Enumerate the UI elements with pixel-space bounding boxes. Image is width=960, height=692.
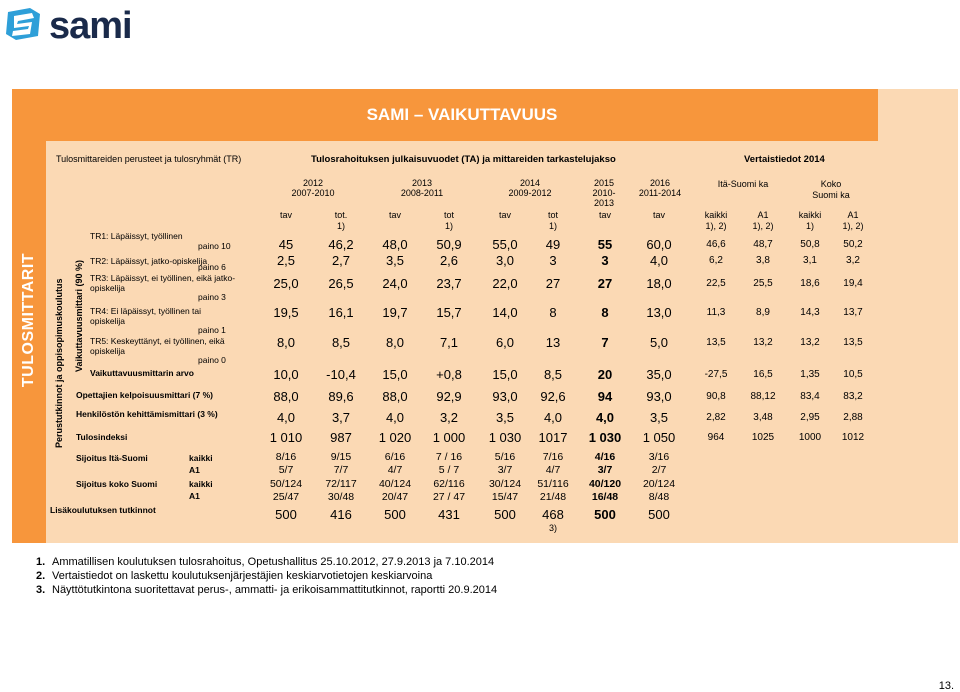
cell-tulosindeksi-v0: 1 010 <box>269 430 303 445</box>
cell-henkilosto-v1: 3,7 <box>331 410 351 425</box>
cell-sijoitus-koko-a1-v5: 21/48 <box>539 491 567 503</box>
cell-tr3-v5: 27 <box>545 276 561 291</box>
cell-lisakoulutus-v4: 500 <box>494 507 516 522</box>
vert-label-perusopetus: Perustutkinnot ja oppisopimuskoulutus <box>54 278 64 448</box>
cell-tr4-v4: 14,0 <box>492 305 518 320</box>
cell-sijoitus-koko-kaikki-v2: 40/124 <box>378 478 412 490</box>
cell-opettajat-v0: 88,0 <box>273 389 299 404</box>
tr-weight-1: paino 10 <box>198 241 231 251</box>
cell-tr4-v7: 13,0 <box>646 305 672 320</box>
subheader-tot: tot 1) <box>547 210 558 231</box>
cell-sijoitus-ita-a1-v2: 4/7 <box>387 464 403 476</box>
cell-sijoitus-ita-a1-v5: 4/7 <box>545 464 561 476</box>
cell-tr1-v3: 50,9 <box>436 237 462 252</box>
cell-tulosindeksi-v6: 1 030 <box>588 430 622 445</box>
cell-tulosindeksi-v7: 1 050 <box>642 430 676 445</box>
cell-henkilosto-v3: 3,2 <box>439 410 459 425</box>
cell-tr1-v4: 55,0 <box>492 237 518 252</box>
cell-sijoitus-koko-a1-v7: 8/48 <box>648 491 670 503</box>
page-title: SAMI – VAIKUTTAVUUS <box>366 105 558 124</box>
cell-sijoitus-koko-a1-v2: 20/47 <box>381 491 409 503</box>
cell-tr3-cmp3: 19,4 <box>843 278 863 289</box>
footnote-text-2: Vertaistiedot on laskettu koulutuksenjärjestäjien keskiarvotietojen keskiarvoina <box>52 570 433 582</box>
cell-henkilosto-v6: 4,0 <box>595 410 615 425</box>
cell-tr2-v1: 2,7 <box>331 253 351 268</box>
cell-tr5-cmp3: 13,5 <box>843 337 863 348</box>
cell-tr4-cmp2: 14,3 <box>800 307 820 318</box>
row-label-sijoitus-koko: Sijoitus koko Suomi <box>76 479 158 489</box>
subheader-kaikki1: kaikki 1) <box>798 210 822 231</box>
cell-sijoitus-ita-a1-v6: 3/7 <box>597 464 613 476</box>
cell-opettajat-v4: 93,0 <box>492 389 518 404</box>
cell-sijoitus-koko-a1-v3: 27 / 47 <box>432 491 466 503</box>
cell-tr5-v6: 7 <box>601 335 609 350</box>
row-label-tulosindeksi: Tulosindeksi <box>76 432 128 442</box>
row-label-sijoitus-koko-a1: A1 <box>189 491 200 501</box>
cell-tr1-cmp2: 50,8 <box>800 239 820 250</box>
cell-opettajat-v3: 92,9 <box>436 389 462 404</box>
side-label-text: TULOSMITTARIT <box>20 252 37 388</box>
cell-tr2-v3: 2,6 <box>439 253 459 268</box>
cell-tr5-v4: 6,0 <box>495 335 515 350</box>
tr-weight-3: paino 3 <box>198 292 226 302</box>
cell-opettajat-v6: 94 <box>597 389 613 404</box>
footnote-num-2: 2. <box>36 570 46 582</box>
col-label-perusteet: Tulosmittareiden perusteet ja tulosryhmät (TR) <box>56 154 242 164</box>
cell-tr4-v1: 16,1 <box>328 305 354 320</box>
subheader-a1-1: A1 1), 2) <box>842 210 864 231</box>
year-label: 2014 <box>519 178 541 188</box>
cell-tr2-v6: 3 <box>601 253 609 268</box>
cell-sijoitus-ita-kaikki-v3: 7 / 16 <box>435 451 463 463</box>
cell-tr2-v2: 3,5 <box>385 253 405 268</box>
vert-group-koko: Koko Suomi ka <box>812 179 850 200</box>
cell-lisakoulutus-v3: 431 <box>438 507 460 522</box>
cell-tulosindeksi-v4: 1 030 <box>488 430 522 445</box>
cell-sijoitus-koko-kaikki-v6: 40/120 <box>588 478 622 490</box>
cell-sijoitus-ita-kaikki-v0: 8/16 <box>275 451 297 463</box>
cell-sijoitus-koko-a1-v0: 25/47 <box>272 491 300 503</box>
cell-tulosindeksi-cmp3: 1012 <box>841 432 865 443</box>
cell-tulosindeksi-cmp0: 964 <box>707 432 725 443</box>
cell-sijoitus-ita-a1-v0: 5/7 <box>278 464 294 476</box>
cell-tr5-v1: 8,5 <box>331 335 351 350</box>
cell-opettajat-cmp1: 88,12 <box>750 391 776 402</box>
side-label <box>12 240 46 400</box>
cell-henkilosto-v5: 4,0 <box>543 410 563 425</box>
cell-henkilosto-cmp2: 2,95 <box>800 412 820 423</box>
sami-logo-icon <box>4 6 44 42</box>
cell-tr5-v0: 8,0 <box>276 335 296 350</box>
cell-opettajat-cmp2: 83,4 <box>800 391 820 402</box>
row-label-sijoitus-ita-kaikki: kaikki <box>189 453 213 463</box>
cell-tr2-v0: 2,5 <box>276 253 296 268</box>
tr-label-2: TR2: Läpäissyt, jatko-opiskelija <box>90 256 208 266</box>
subheader-kaikki12: kaikki 1), 2) <box>704 210 728 231</box>
cell-arvo-v3: +0,8 <box>436 367 462 382</box>
tr-label-4: TR4: Ei läpäissyt, työllinen tai opiskelija <box>90 306 202 326</box>
cell-sijoitus-ita-a1-v1: 7/7 <box>333 464 349 476</box>
cell-sijoitus-ita-a1-v7: 2/7 <box>651 464 667 476</box>
footnote-text-1: Ammatillisen koulutuksen tulosrahoitus, Opetushallitus 25.10.2012, 27.9.2013 ja 7.10.2014 <box>52 556 495 568</box>
vert-label-vaikuttavuus: Vaikuttavuusmittari (90 %) <box>74 259 84 372</box>
tr-label-5: TR5: Keskeyttänyt, ei työllinen, eikä opiskelija <box>90 336 225 356</box>
tr-weight-2: paino 6 <box>198 262 226 272</box>
cell-sijoitus-ita-a1-v4: 3/7 <box>497 464 513 476</box>
year-period: 2010- 2013 <box>592 188 616 208</box>
cell-sijoitus-koko-a1-v1: 30/48 <box>327 491 355 503</box>
cell-arvo-v4: 15,0 <box>492 367 518 382</box>
cell-sijoitus-koko-kaikki-v4: 30/124 <box>488 478 522 490</box>
cell-sijoitus-ita-kaikki-v2: 6/16 <box>384 451 406 463</box>
cell-tr3-cmp0: 22,5 <box>706 278 726 289</box>
cell-opettajat-v5: 92,6 <box>540 389 566 404</box>
cell-tr1-v0: 45 <box>278 237 294 252</box>
cell-tulosindeksi-v1: 987 <box>330 430 352 445</box>
cell-tr3-v4: 22,0 <box>492 276 518 291</box>
cell-arvo-v2: 15,0 <box>382 367 408 382</box>
cell-tr2-cmp2: 3,1 <box>803 255 817 266</box>
cell-sijoitus-ita-kaikki-v6: 4/16 <box>594 451 616 463</box>
cell-henkilosto-v2: 4,0 <box>385 410 405 425</box>
cell-arvo-cmp0: -27,5 <box>704 369 728 380</box>
subheader-a1-12: A1 1), 2) <box>752 210 774 231</box>
cell-tr5-v7: 5,0 <box>649 335 669 350</box>
cell-tr4-v6: 8 <box>601 305 609 320</box>
cell-lisakoulutus-v6: 500 <box>594 507 616 522</box>
subheader-tav: tav <box>279 210 292 220</box>
cell-tulosindeksi-cmp2: 1000 <box>798 432 822 443</box>
cell-tr2-cmp1: 3,8 <box>756 255 770 266</box>
cell-henkilosto-cmp0: 2,82 <box>706 412 726 423</box>
cell-lisakoulutus-v2: 500 <box>384 507 406 522</box>
cell-tr5-cmp0: 13,5 <box>706 337 726 348</box>
footnote-num-1: 1. <box>36 556 46 568</box>
cell-tulosindeksi-cmp1: 1025 <box>751 432 775 443</box>
col-label-rahoitus: Tulosrahoituksen julkaisuvuodet (TA) ja mittareiden tarkastelujakso <box>311 154 616 165</box>
tr-weight-5: paino 0 <box>198 355 226 365</box>
cell-tr1-cmp3: 50,2 <box>843 239 863 250</box>
cell-sijoitus-ita-kaikki-v5: 7/16 <box>542 451 564 463</box>
cell-sijoitus-koko-kaikki-v5: 51/116 <box>537 478 569 490</box>
cell-tr3-v7: 18,0 <box>646 276 672 291</box>
cell-tr3-cmp2: 18,6 <box>800 278 820 289</box>
cell-tr5-v5: 13 <box>545 335 561 350</box>
cell-tr4-v5: 8 <box>549 305 557 320</box>
cell-tr5-v2: 8,0 <box>385 335 405 350</box>
cell-lisakoulutus-v0: 500 <box>275 507 297 522</box>
cell-sijoitus-koko-kaikki-v7: 20/124 <box>642 478 676 490</box>
col-label-vertaistiedot: Vertaistiedot 2014 <box>744 154 825 165</box>
cell-sijoitus-koko-kaikki-v3: 62/116 <box>433 478 465 490</box>
page-number: 13. <box>938 680 954 692</box>
cell-arvo-cmp3: 10,5 <box>843 369 863 380</box>
cell-opettajat-cmp0: 90,8 <box>706 391 726 402</box>
year-label: 2015 <box>593 178 615 188</box>
row-label-sijoitus-ita: Sijoitus Itä-Suomi <box>76 453 148 463</box>
cell-tr4-cmp1: 8,9 <box>756 307 770 318</box>
cell-henkilosto-v4: 3,5 <box>495 410 515 425</box>
cell-tr3-v6: 27 <box>597 276 613 291</box>
cell-opettajat-cmp3: 83,2 <box>843 391 863 402</box>
row-label-opettajat: Opettajien kelpoisuusmittari (7 %) <box>76 390 213 400</box>
cell-tr3-v2: 24,0 <box>382 276 408 291</box>
cell-opettajat-v7: 93,0 <box>646 389 672 404</box>
cell-henkilosto-cmp3: 2,88 <box>843 412 863 423</box>
cell-tr3-v1: 26,5 <box>328 276 354 291</box>
cell-lisakoulutus-v7: 500 <box>648 507 670 522</box>
sami-logo-text: sami <box>49 5 132 47</box>
row-label-arvo: Vaikuttavuusmittarin arvo <box>90 368 194 378</box>
cell-arvo-v6: 20 <box>597 367 613 382</box>
cell-tr5-cmp2: 13,2 <box>800 337 820 348</box>
tr-label-1: TR1: Läpäissyt, työllinen <box>90 231 183 241</box>
year-period: 2008-2011 <box>400 188 444 198</box>
sami-logo <box>4 4 154 47</box>
year-period: 2011-2014 <box>638 188 682 198</box>
subheader-tot1: tot. 1) <box>334 210 348 231</box>
cell-tr4-v2: 19,7 <box>382 305 408 320</box>
subheader-tot: tot 1) <box>443 210 454 231</box>
cell-sijoitus-koko-a1-v4: 15/47 <box>491 491 519 503</box>
cell-sijoitus-koko-a1-v6: 16/48 <box>591 491 619 503</box>
cell-tr1-v7: 60,0 <box>646 237 672 252</box>
cell-tr3-v0: 25,0 <box>273 276 299 291</box>
cell-tr2-v7: 4,0 <box>649 253 669 268</box>
year-period: 2007-2010 <box>291 188 335 198</box>
cell-henkilosto-v0: 4,0 <box>276 410 296 425</box>
row-label-sijoitus-ita-a1: A1 <box>189 465 200 475</box>
cell-tr2-cmp3: 3,2 <box>846 255 860 266</box>
year-label: 2012 <box>302 178 324 188</box>
cell-arvo-v5: 8,5 <box>543 367 563 382</box>
cell-tr4-v0: 19,5 <box>273 305 299 320</box>
year-period: 2009-2012 <box>508 188 552 198</box>
year-label: 2013 <box>411 178 433 188</box>
row-label-lisakoulutus: Lisäkoulutuksen tutkinnot <box>50 505 156 515</box>
subheader-tav: tav <box>388 210 401 220</box>
cell-tr5-cmp1: 13,2 <box>753 337 773 348</box>
cell-tr2-v5: 3 <box>549 253 557 268</box>
cell-lisakoulutus-v5: 468 <box>542 507 564 522</box>
cell-tr3-v3: 23,7 <box>436 276 462 291</box>
cell-tr4-cmp0: 11,3 <box>706 307 726 318</box>
cell-opettajat-v2: 88,0 <box>382 389 408 404</box>
cell-lisakoulutus-note: 3) <box>548 523 557 533</box>
cell-sijoitus-koko-kaikki-v0: 50/124 <box>269 478 303 490</box>
cell-tr4-v3: 15,7 <box>436 305 462 320</box>
tr-weight-4: paino 1 <box>198 325 226 335</box>
cell-tulosindeksi-v3: 1 000 <box>432 430 466 445</box>
cell-sijoitus-ita-a1-v3: 5 / 7 <box>438 464 460 476</box>
cell-tr4-cmp3: 13,7 <box>843 307 863 318</box>
vert-group-ita: Itä-Suomi ka <box>717 179 769 189</box>
cell-tr5-v3: 7,1 <box>439 335 459 350</box>
cell-tr1-v1: 46,2 <box>328 237 354 252</box>
cell-henkilosto-cmp1: 3,48 <box>753 412 773 423</box>
cell-tr1-v6: 55 <box>597 237 613 252</box>
cell-tulosindeksi-v5: 1017 <box>538 430 568 445</box>
row-label-sijoitus-koko-kaikki: kaikki <box>189 479 213 489</box>
cell-arvo-cmp1: 16,5 <box>753 369 773 380</box>
cell-arvo-v1: -10,4 <box>326 367 356 382</box>
subheader-tav: tav <box>652 210 665 220</box>
cell-arvo-v0: 10,0 <box>273 367 299 382</box>
cell-arvo-cmp2: 1,35 <box>800 369 820 380</box>
cell-lisakoulutus-v1: 416 <box>330 507 352 522</box>
cell-henkilosto-v7: 3,5 <box>649 410 669 425</box>
cell-tr3-cmp1: 25,5 <box>753 278 773 289</box>
footnote-text-3: Näyttötutkintona suoritettavat perus-, ammatti- ja erikoisammattitutkinnot, raportti 20.9.2014 <box>52 584 498 596</box>
cell-sijoitus-ita-kaikki-v7: 3/16 <box>648 451 670 463</box>
cell-sijoitus-ita-kaikki-v1: 9/15 <box>330 451 352 463</box>
cell-tr1-cmp0: 46,6 <box>706 239 726 250</box>
cell-opettajat-v1: 89,6 <box>328 389 354 404</box>
cell-tr1-v2: 48,0 <box>382 237 408 252</box>
cell-tr2-v4: 3,0 <box>495 253 515 268</box>
cell-sijoitus-koko-kaikki-v1: 72/117 <box>325 478 357 490</box>
cell-arvo-v7: 35,0 <box>646 367 672 382</box>
year-label: 2016 <box>649 178 671 188</box>
cell-tr1-v5: 49 <box>545 237 561 252</box>
subheader-tav: tav <box>498 210 511 220</box>
footnote-num-3: 3. <box>36 584 46 596</box>
tr-label-3: TR3: Läpäissyt, ei työllinen, eikä jatko- opiskelija <box>90 273 236 293</box>
cell-tr2-cmp0: 6,2 <box>709 255 723 266</box>
cell-tulosindeksi-v2: 1 020 <box>378 430 412 445</box>
cell-tr1-cmp1: 48,7 <box>753 239 773 250</box>
subheader-tav: tav <box>598 210 611 220</box>
row-label-henkilosto: Henkilöstön kehittämismittari (3 %) <box>76 409 218 419</box>
cell-sijoitus-ita-kaikki-v4: 5/16 <box>494 451 516 463</box>
